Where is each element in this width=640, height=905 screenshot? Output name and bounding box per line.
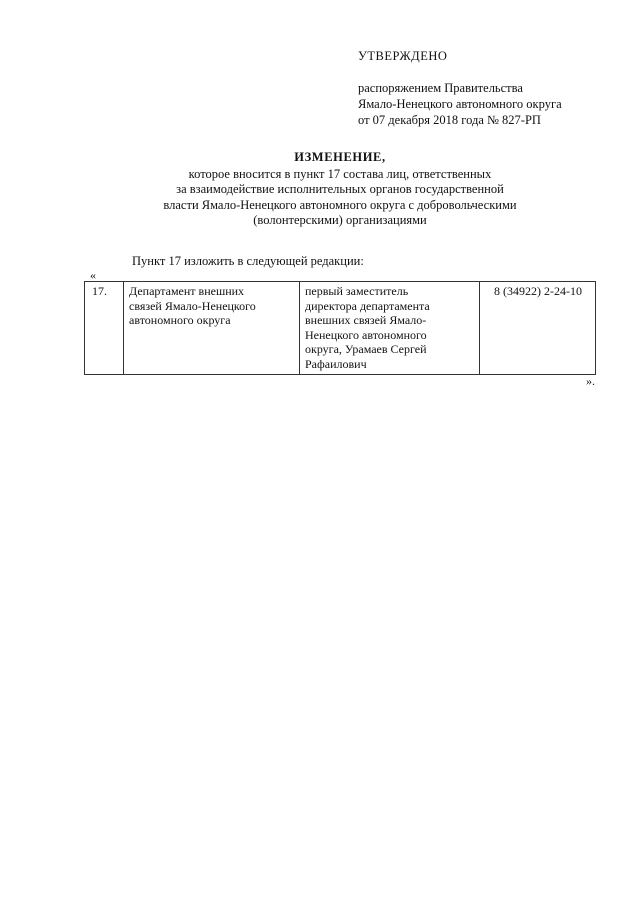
closing-quote: ». <box>586 374 595 388</box>
document-title <box>100 150 580 229</box>
title-line: которое вносится в пункт 17 состава лиц, ответственных <box>188 166 492 181</box>
approval-block <box>358 48 628 128</box>
organization-cell <box>124 282 300 375</box>
organization-line: связей Ямало-Ненецкого <box>129 298 256 313</box>
position-line: округа, Урамаев Сергей <box>305 342 427 356</box>
row-number-cell: 17. <box>85 282 124 375</box>
organization-line: автономного округа <box>129 313 231 327</box>
responsible-persons-table <box>84 281 596 375</box>
position-line: директора департамента <box>305 298 430 313</box>
title-line: за взаимодействие исполнительных органов государственной <box>176 182 504 196</box>
phone-cell: 8 (34922) 2-24-10 <box>480 282 596 375</box>
title-heading: ИЗМЕНЕНИЕ, <box>294 150 386 164</box>
position-line: внешних связей Ямало- <box>305 313 427 327</box>
approval-line: распоряжением Правительства <box>358 81 523 95</box>
approval-line: Ямало-Ненецкого автономного округа <box>358 97 562 111</box>
title-line: власти Ямало-Ненецкого автономного округа с добровольческими <box>163 197 517 212</box>
position-line: Рафаилович <box>305 356 367 371</box>
table-row <box>85 282 596 375</box>
approval-line: от 07 декабря 2018 года № 827-РП <box>358 113 541 127</box>
approval-stamp: УТВЕРЖДЕНО <box>358 49 448 63</box>
title-line: (волонтерскими) организациями <box>253 213 427 227</box>
organization-line: Департамент внешних <box>129 284 245 298</box>
position-line: Ненецкого автономного <box>305 327 427 342</box>
intro-paragraph: Пункт 17 изложить в следующей редакции: <box>132 254 364 268</box>
position-cell <box>300 282 480 375</box>
position-line: первый заместитель <box>305 284 409 298</box>
opening-quote: « <box>90 268 96 282</box>
